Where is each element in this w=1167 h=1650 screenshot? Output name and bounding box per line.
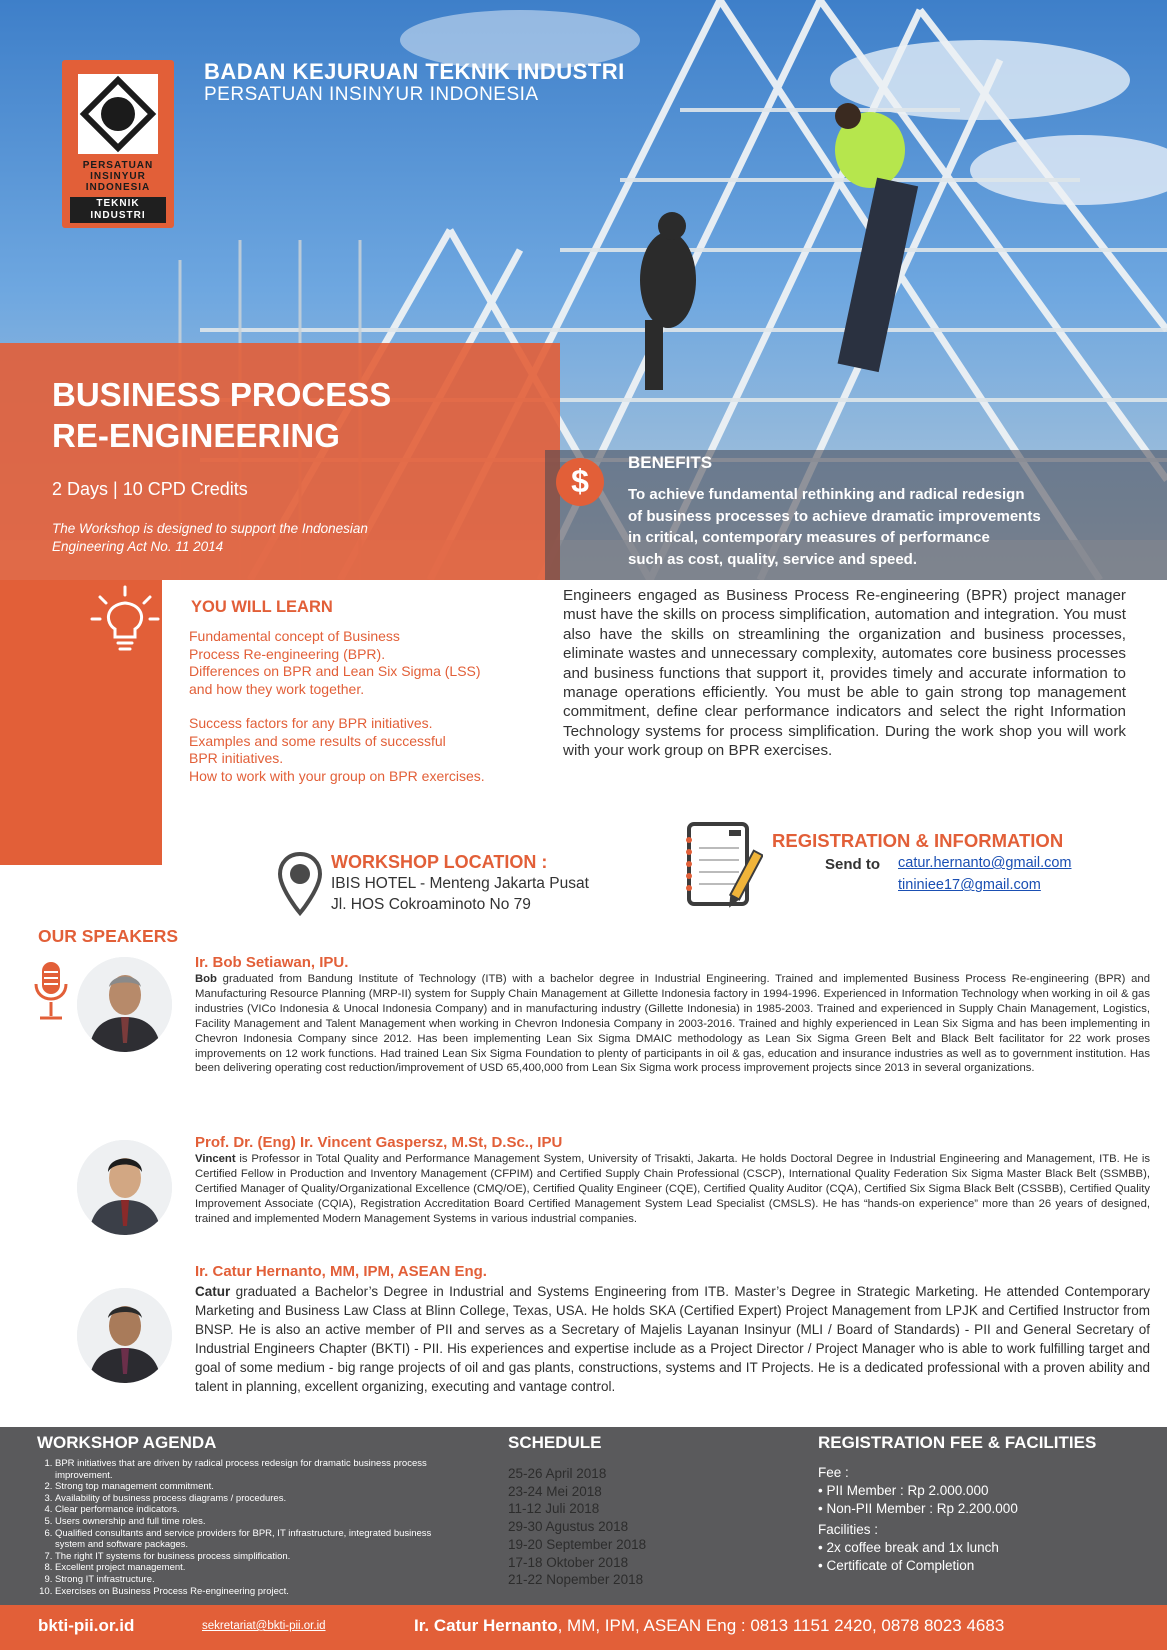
speaker-bio-catur: Catur graduated a Bachelor’s Degree in Industrial and Systems Engineering from ITB. Master’s Degree in Strategic Marketing. He attended Contemporary Marketing and Business Law Class at Blinn College, Texas, USA. He holds SKA (Certified Expert) Project Management from LPJK and Certified Instructor from BNSP. He is also an active member of PII and serves as a Secretary of Majelis Layanan Insinyur (MLI / Board of Standards) - PII and General Secretary of Industrial Engineers Chapter (BKTI) - PII. His experiences and expertise include as a Project Director / Project Manager who is able to work fulfilling target and goal of some medium - big range projects of oil and gas plants, constructions, systems and IT Projects. He is a dedicated professional with a proven ability and talent in planning, excellent organizing, executing and vantage control. xyxy=(195,1284,1150,1394)
schedule-date: 11-12 Juli 2018 xyxy=(508,1501,600,1517)
location-title: WORKSHOP LOCATION : xyxy=(331,852,548,872)
speaker-name-catur: Ir. Catur Hernanto, MM, IPM, ASEAN Eng. xyxy=(195,1263,487,1280)
notebook-pencil-icon xyxy=(685,820,763,918)
email-link-2[interactable]: tininiee17@gmail.com xyxy=(898,877,1041,893)
org-name: BADAN KEJURUAN TEKNIK INDUSTRI xyxy=(204,59,625,84)
logo-text-pii: PERSATUAN INSINYUR INDONESIA xyxy=(82,160,154,193)
contact-info: Ir. Catur Hernanto, MM, IPM, ASEAN Eng : 0813 1151 2420, 0878 8023 4683 xyxy=(414,1616,1005,1635)
microphone-icon xyxy=(32,960,70,1026)
speaker-photo-bob xyxy=(77,957,172,1052)
benefits-title: BENEFITS xyxy=(628,453,713,472)
schedule-date: 29-30 Agustus 2018 xyxy=(508,1519,629,1535)
schedule-date: 17-18 Oktober 2018 xyxy=(508,1554,629,1570)
schedule-date: 25-26 April 2018 xyxy=(508,1466,607,1481)
agenda-item: 10. Exercises on Business Process Re-engineering project. xyxy=(55,1586,437,1598)
schedule-title: SCHEDULE xyxy=(508,1433,602,1452)
location-address: Jl. HOS Cokroaminoto No 79 xyxy=(331,896,531,913)
agenda-item: 5. Users ownership and full time roles. xyxy=(55,1516,437,1528)
email-link-1[interactable]: catur.hernanto@gmail.com xyxy=(898,855,1072,871)
agenda-item: 7. The right IT systems for business process simplification. xyxy=(55,1551,437,1563)
person-icon xyxy=(77,1140,172,1235)
secretariat-email-link[interactable]: sekretariat@bkti-pii.or.id xyxy=(202,1620,326,1632)
dollar-icon: $ xyxy=(556,458,604,506)
agenda-item: 1. BPR initiatives that are driven by radical process redesign for dramatic business process improvement. xyxy=(55,1458,437,1481)
speaker-bio-vincent: Vincent is Professor in Total Quality and Performance Management System, University of Trisakti, Jakarta. He holds Doctoral Degree in Industrial Engineering and Management, ITB. He is Certified Fellow in Production and Inventory Management (CFPIM) and Certified Supply Chain Professional (CSCP), International Quality Federation Six Sigma Master Black Belt (SSMBB), Certified Manager of Quality/Organizational Excellence (CMQ/OE), Certified Quality Engineer (CQE), Certified Quality Auditor (CQA), Certified Six Sigma Black Belt (CSSBB), Certified Quality Improvement Associate (CQIA), Registration Accreditation Board Certified Management System Lead Specialist (CMSLS). He has “hands-on experience” more than 26 years of designed, trained and implemented Modern Management Systems in various industrial companies. xyxy=(195,1153,1150,1225)
fee-title: REGISTRATION FEE & FACILITIES xyxy=(818,1433,1097,1452)
logo-text-ti: TEKNIK INDUSTRI xyxy=(70,197,166,223)
schedule-date: 19-20 September 2018 xyxy=(508,1536,647,1552)
schedule-list xyxy=(508,1465,646,1589)
speaker-name-vincent: Prof. Dr. (Eng) Ir. Vincent Gaspersz, M.St, D.Sc., IPU xyxy=(195,1134,563,1151)
fee-label: Fee : xyxy=(818,1465,849,1480)
location-venue: IBIS HOTEL - Menteng Jakarta Pusat xyxy=(331,875,589,892)
agenda-item: 4. Clear performance indicators. xyxy=(55,1504,437,1516)
benefits-text: To achieve fundamental rethinking and radical redesign of business processes to achieve dramatic improvements in critical, contemporary measures of performance such as cost, quality, service and speed. xyxy=(628,486,1041,568)
hero-banner xyxy=(0,0,1167,580)
person-icon xyxy=(77,957,172,1052)
logo-emblem xyxy=(78,74,158,154)
speaker-bio-bob: Bob graduated from Bandung Institute of Technology (ITB) with a bachelor degree in Industrial Engineering. Trained and implemented Business Process Re-engineering (BPR) and Manufacturing Resource Planning (MRP-II) system for Supply Chain Management at Gillette Indonesia factory in 1994-1996. Experienced in Information Technology when working in oil & gas industries (VICo Indonesia & Unocal Indonesia Company) and in manufacturing industry (Gillette Indonesia) in 1985-2003. Trained and experienced in Supply Chain Management, Logistics, Facility Management and Talent Management when working in Chevron Indonesia Company in 2003-2016. Trained and highly experienced in Lean Six Sigma and has been implementing in Chevron Indonesia Company since 2012. Has been implementing Lean Six Sigma DMAIC methodology as Lean Six Sigma Green Belt and Black Belt facilitator for 22 work proses improvements on 12 work functions. Had trained Lean Six Sigma Foundation to plenty of participants in oil & gas, education and insurance industries as well as to government institution. Has been delivering operating cost reduction/improvement of USD 65,400,000 from Lean Six Sigma work process improvement projects since 2013 in several organizations. xyxy=(195,973,1150,1075)
speaker-photo-vincent xyxy=(77,1140,172,1235)
send-to-label: Send to xyxy=(825,856,880,873)
learn-title: YOU WILL LEARN xyxy=(191,598,333,616)
org-parent: PERSATUAN INSINYUR INDONESIA xyxy=(204,84,539,105)
lightbulb-icon xyxy=(90,585,160,657)
location-pin-icon xyxy=(277,851,323,917)
agenda-title: WORKSHOP AGENDA xyxy=(37,1433,217,1452)
course-title: BUSINESS PROCESS RE-ENGINEERING xyxy=(52,376,392,454)
course-note: The Workshop is designed to support the Indonesian Engineering Act No. 11 2014 xyxy=(52,521,368,554)
logo-diamond-icon xyxy=(78,74,158,154)
facility-item: • 2x coffee break and 1x lunch xyxy=(818,1540,999,1555)
agenda-item: 2. Strong top management commitment. xyxy=(55,1481,437,1493)
pii-logo xyxy=(62,60,174,228)
agenda-item: 3. Availability of business process diagrams / procedures. xyxy=(55,1493,437,1505)
fee-item: • PII Member : Rp 2.000.000 xyxy=(818,1483,989,1498)
speakers-title: OUR SPEAKERS xyxy=(38,926,179,946)
intro-paragraph: Engineers engaged as Business Process Re-engineering (BPR) project manager must have the skills on process simplification, automation and integration. You must also have the skills on streamlining the organization and business processes, eliminate wastes and unnecessary complexity, automates core business processes and business functions that support it, provides timely and accurate information to manage operations efficiently. You must be able to gain strong top management commitment, define clear performance indicators and select the right Information Technology systems for process simplification. During the work shop you will work with your work group on BPR exercises. xyxy=(563,587,1126,760)
speaker-photo-catur xyxy=(77,1288,172,1383)
person-icon xyxy=(77,1288,172,1383)
fee-item: • Non-PII Member : Rp 2.200.000 xyxy=(818,1501,1018,1516)
facilities-label: Facilities : xyxy=(818,1522,879,1537)
schedule-date: 21-22 Nopember 2018 xyxy=(508,1572,644,1588)
speaker-name-bob: Ir. Bob Setiawan, IPU. xyxy=(195,954,349,971)
agenda-item: 6. Qualified consultants and service providers for BPR, IT infrastructure, integrated business system and software packages. xyxy=(55,1528,437,1551)
agenda-list xyxy=(37,1458,437,1597)
agenda-item: 8. Excellent project management. xyxy=(55,1562,437,1574)
registration-title: REGISTRATION & INFORMATION xyxy=(772,830,1064,851)
learn-list: Fundamental concept of Business Process Re-engineering (BPR). Differences on BPR and Lean Six Sigma (LSS) and how they work together. Success factors for any BPR initiatives. Examples and some results of successful BPR initiatives. How to work with your group on BPR exercises. xyxy=(189,628,485,784)
facility-item: • Certificate of Completion xyxy=(818,1558,975,1573)
schedule-date: 23-24 Mei 2018 xyxy=(508,1483,602,1499)
website-link[interactable]: bkti-pii.or.id xyxy=(38,1616,135,1635)
agenda-item: 9. Strong IT infrastructure. xyxy=(55,1574,437,1586)
course-duration: 2 Days | 10 CPD Credits xyxy=(52,479,248,499)
